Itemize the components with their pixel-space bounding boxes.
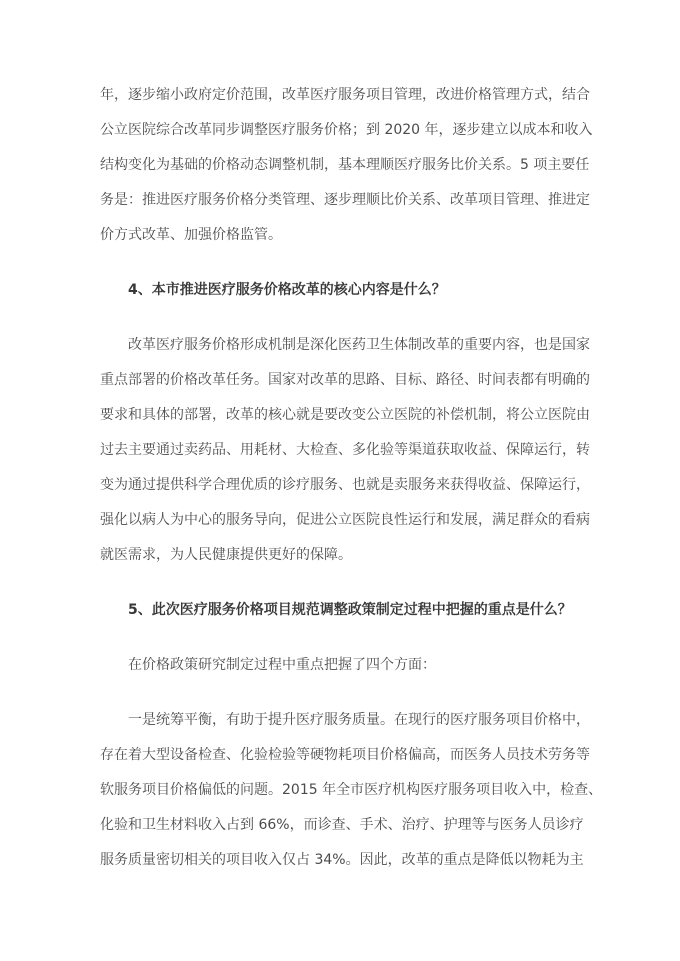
- text-line: 一是统筹平衡，有助于提升医疗服务质量。在现行的医疗服务项目价格中，: [128, 712, 590, 728]
- text-line: 务是：推进医疗服务价格分类管理、逐步理顺比价关系、改革项目管理、推进定: [100, 192, 590, 208]
- text-line: 存在着大型设备检查、化验检验等硬物耗项目价格偏高，而医务人员技术劳务等: [100, 747, 590, 763]
- intro-paragraph: [100, 78, 593, 253]
- text-line: 年，逐步缩小政府定价范围，改革医疗服务项目管理，改进价格管理方式，结合: [100, 87, 590, 103]
- heading-text: 5、此次医疗服务价格项目规范调整政策制定过程中把握的重点是什么？: [128, 602, 572, 618]
- text-line: 价方式改革、加强价格监管。: [100, 227, 282, 243]
- text-line: 服务质量密切相关的项目收入仅占 34%。因此，改革的重点是降低以物耗为主: [100, 852, 584, 868]
- text-line: 改革医疗服务价格形成机制是深化医药卫生体制改革的重要内容，也是国家: [128, 337, 590, 353]
- heading-text: 4、本市推进医疗服务价格改革的核心内容是什么？: [128, 282, 446, 298]
- question-5-answer-intro-paragraph: [100, 648, 586, 683]
- text-line: 变为通过提供科学合理优质的诊疗服务、也就是卖服务来获得收益、保障运行，: [100, 477, 590, 493]
- question-5-heading: [100, 593, 586, 628]
- question-4-answer-paragraph: [100, 328, 590, 573]
- text-line: 公立医院综合改革同步调整医疗服务价格；到 2020 年，逐步建立以成本和收入: [100, 122, 593, 138]
- question-5-answer-point-1-paragraph: [100, 703, 603, 878]
- text-line: 软服务项目价格偏低的问题。2015 年全市医疗机构医疗服务项目收入中，检查、: [100, 782, 603, 798]
- text-line: 过去主要通过卖药品、用耗材、大检查、多化验等渠道获取收益、保障运行，转: [100, 442, 590, 458]
- text-line: 就医需求，为人民健康提供更好的保障。: [100, 547, 352, 563]
- text-line: 重点部署的价格改革任务。国家对改革的思路、目标、路径、时间表都有明确的: [100, 372, 590, 388]
- text-line: 要求和具体的部署，改革的核心就是要改变公立医院的补偿机制，将公立医院由: [100, 407, 590, 423]
- text-line: 在价格政策研究制定过程中重点把握了四个方面：: [128, 657, 436, 673]
- text-line: 强化以病人为中心的服务导向，促进公立医院良性运行和发展，满足群众的看病: [100, 512, 590, 528]
- question-4-heading: [100, 273, 586, 308]
- text-line: 结构变化为基础的价格动态调整机制，基本理顺医疗服务比价关系。5 项主要任: [100, 157, 590, 173]
- text-line: 化验和卫生材料收入占到 66%，而诊查、手术、治疗、护理等与医务人员诊疗: [100, 817, 584, 833]
